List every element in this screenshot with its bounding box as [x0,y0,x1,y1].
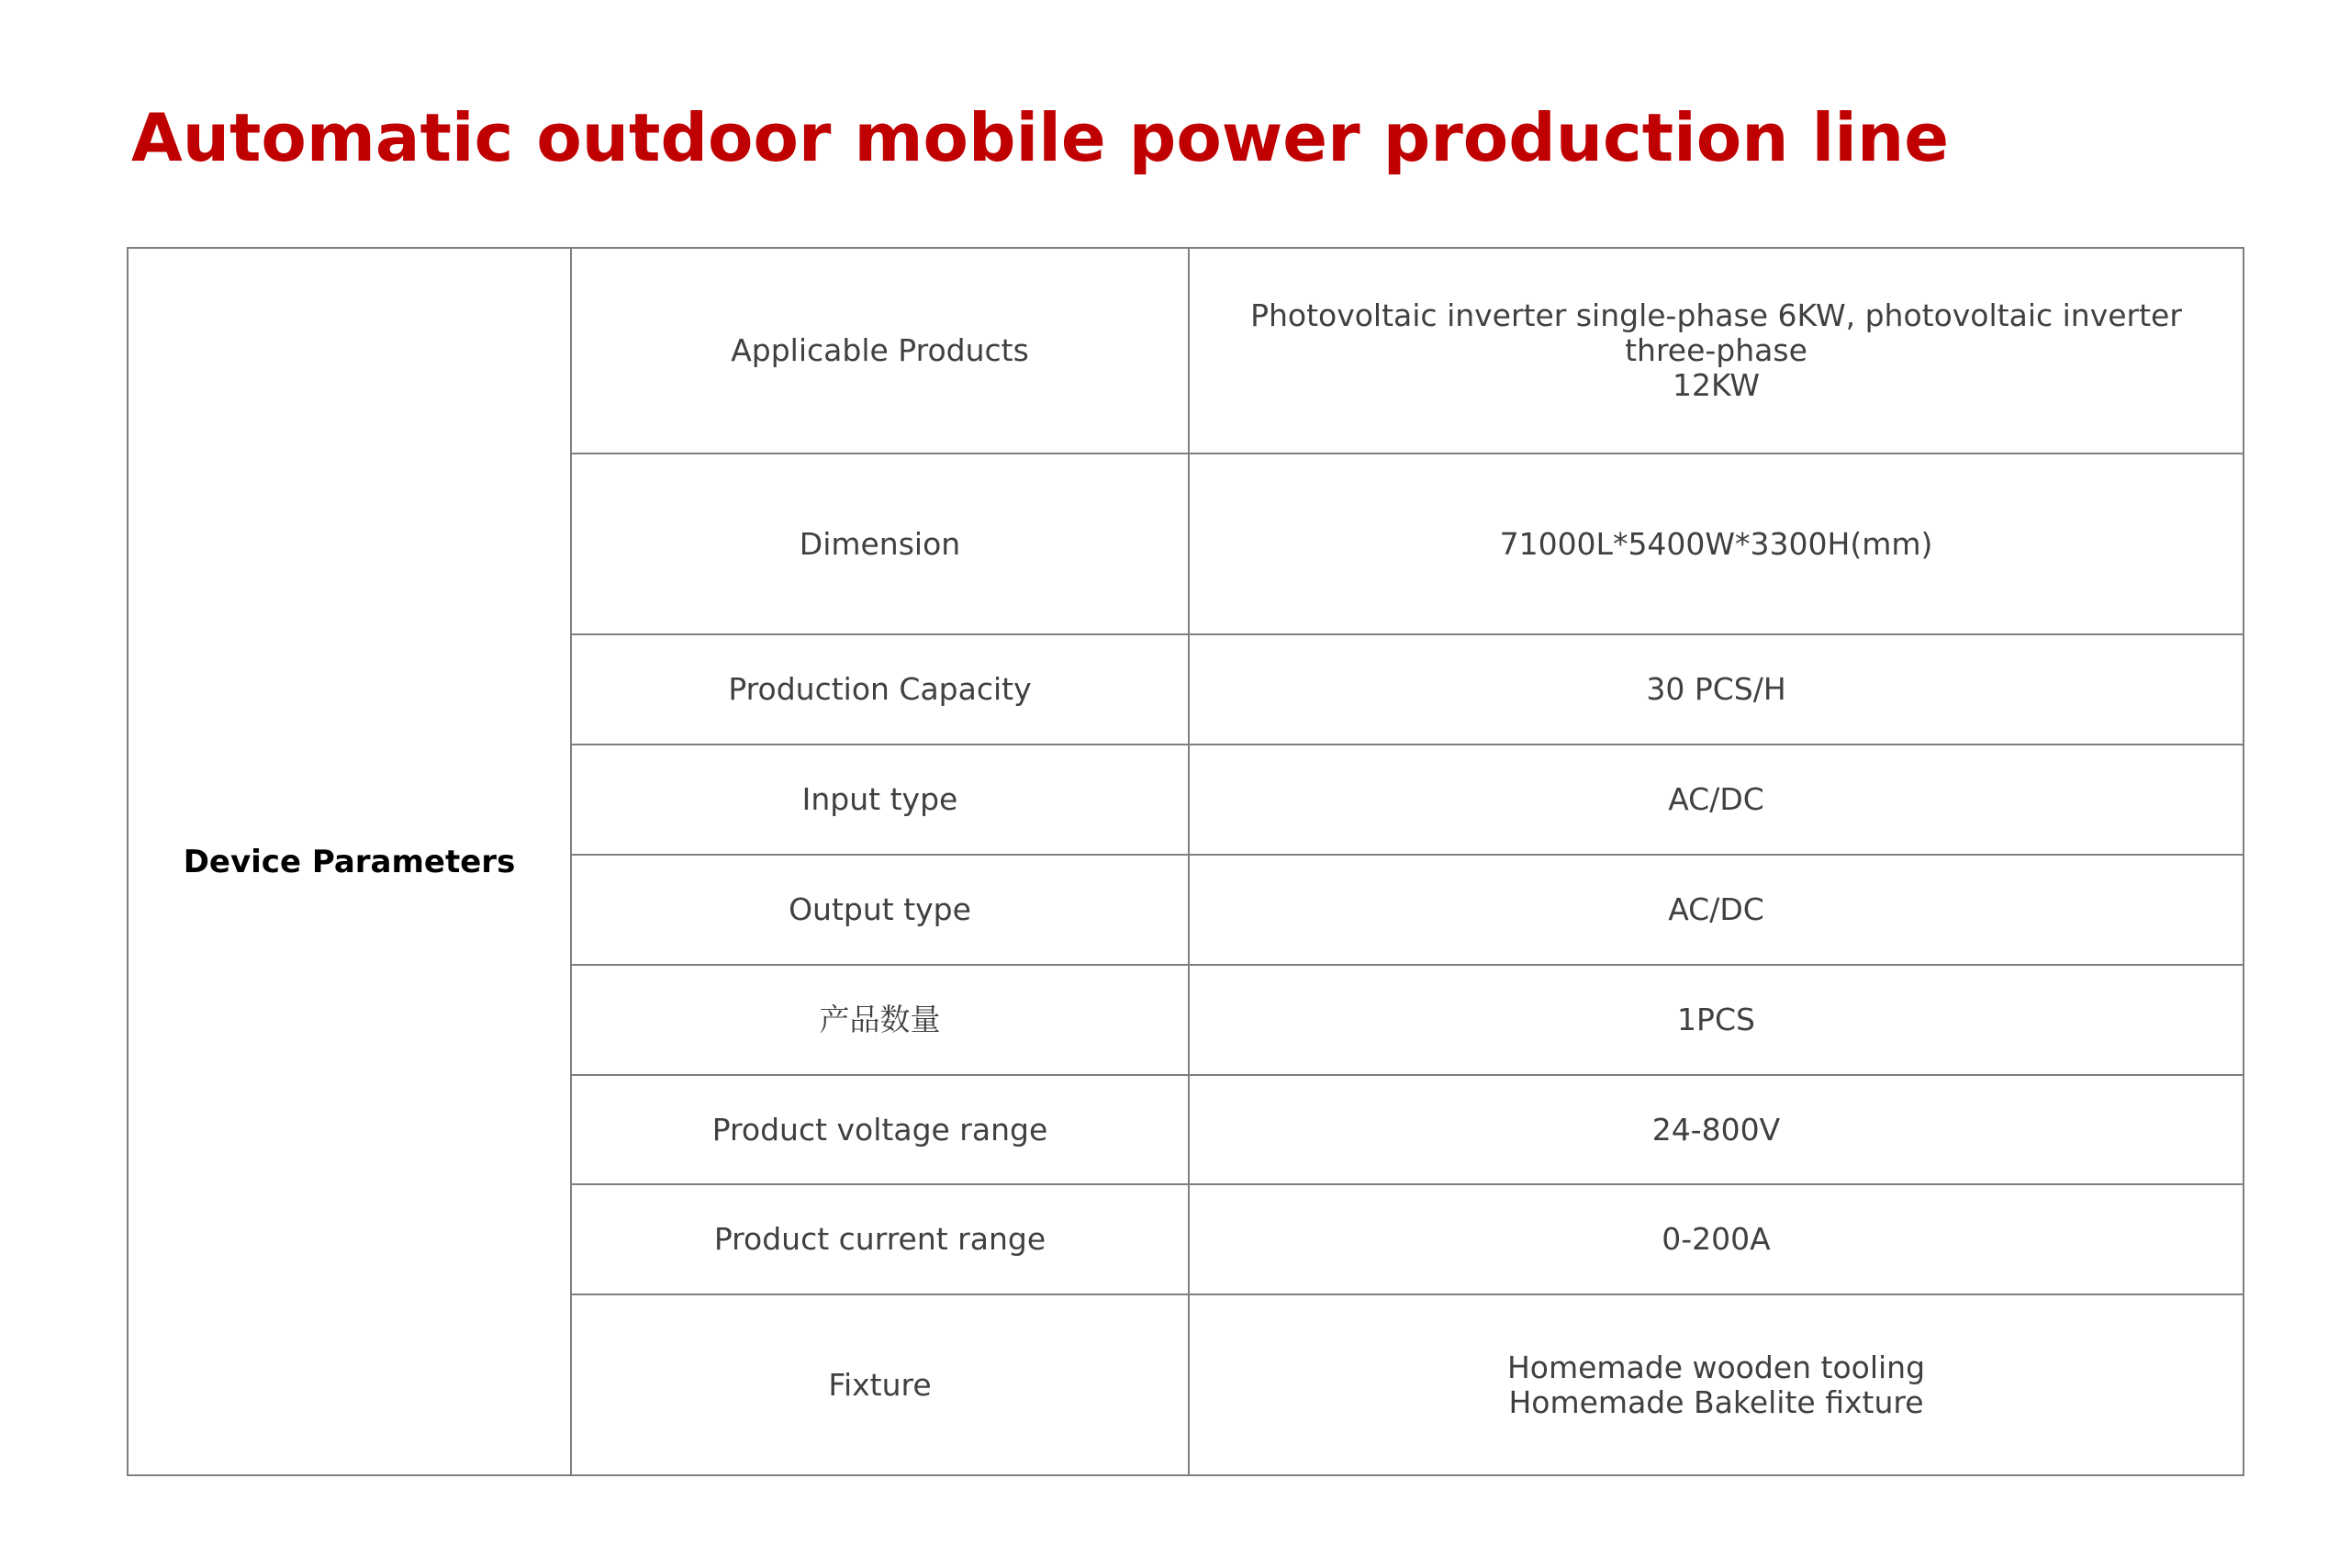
row-value: 24-800V [1189,1075,2244,1184]
row-label: Applicable Products [571,248,1189,454]
row-value: 0-200A [1189,1184,2244,1294]
row-label: Production Capacity [571,634,1189,745]
row-value: 1PCS [1189,965,2244,1075]
row-value: Photovoltaic inverter single-phase 6KW, photovoltaic inverter three-phase 12KW [1189,248,2244,454]
row-value: 30 PCS/H [1189,634,2244,745]
row-label: Product voltage range [571,1075,1189,1184]
page-title: Automatic outdoor mobile power production line [131,99,1950,176]
row-value: AC/DC [1189,855,2244,965]
row-label: Output type [571,855,1189,965]
row-label: 产品数量 [571,965,1189,1075]
group-label: Device Parameters [128,248,571,1475]
row-label: Dimension [571,454,1189,634]
row-value: Homemade wooden tooling Homemade Bakelite fixture [1189,1294,2244,1475]
row-label: Product current range [571,1184,1189,1294]
table-row [128,248,2244,454]
device-parameters-table [127,247,2244,1476]
row-value: 71000L*5400W*3300H(mm) [1189,454,2244,634]
row-label: Fixture [571,1294,1189,1475]
row-label: Input type [571,745,1189,855]
row-value: AC/DC [1189,745,2244,855]
